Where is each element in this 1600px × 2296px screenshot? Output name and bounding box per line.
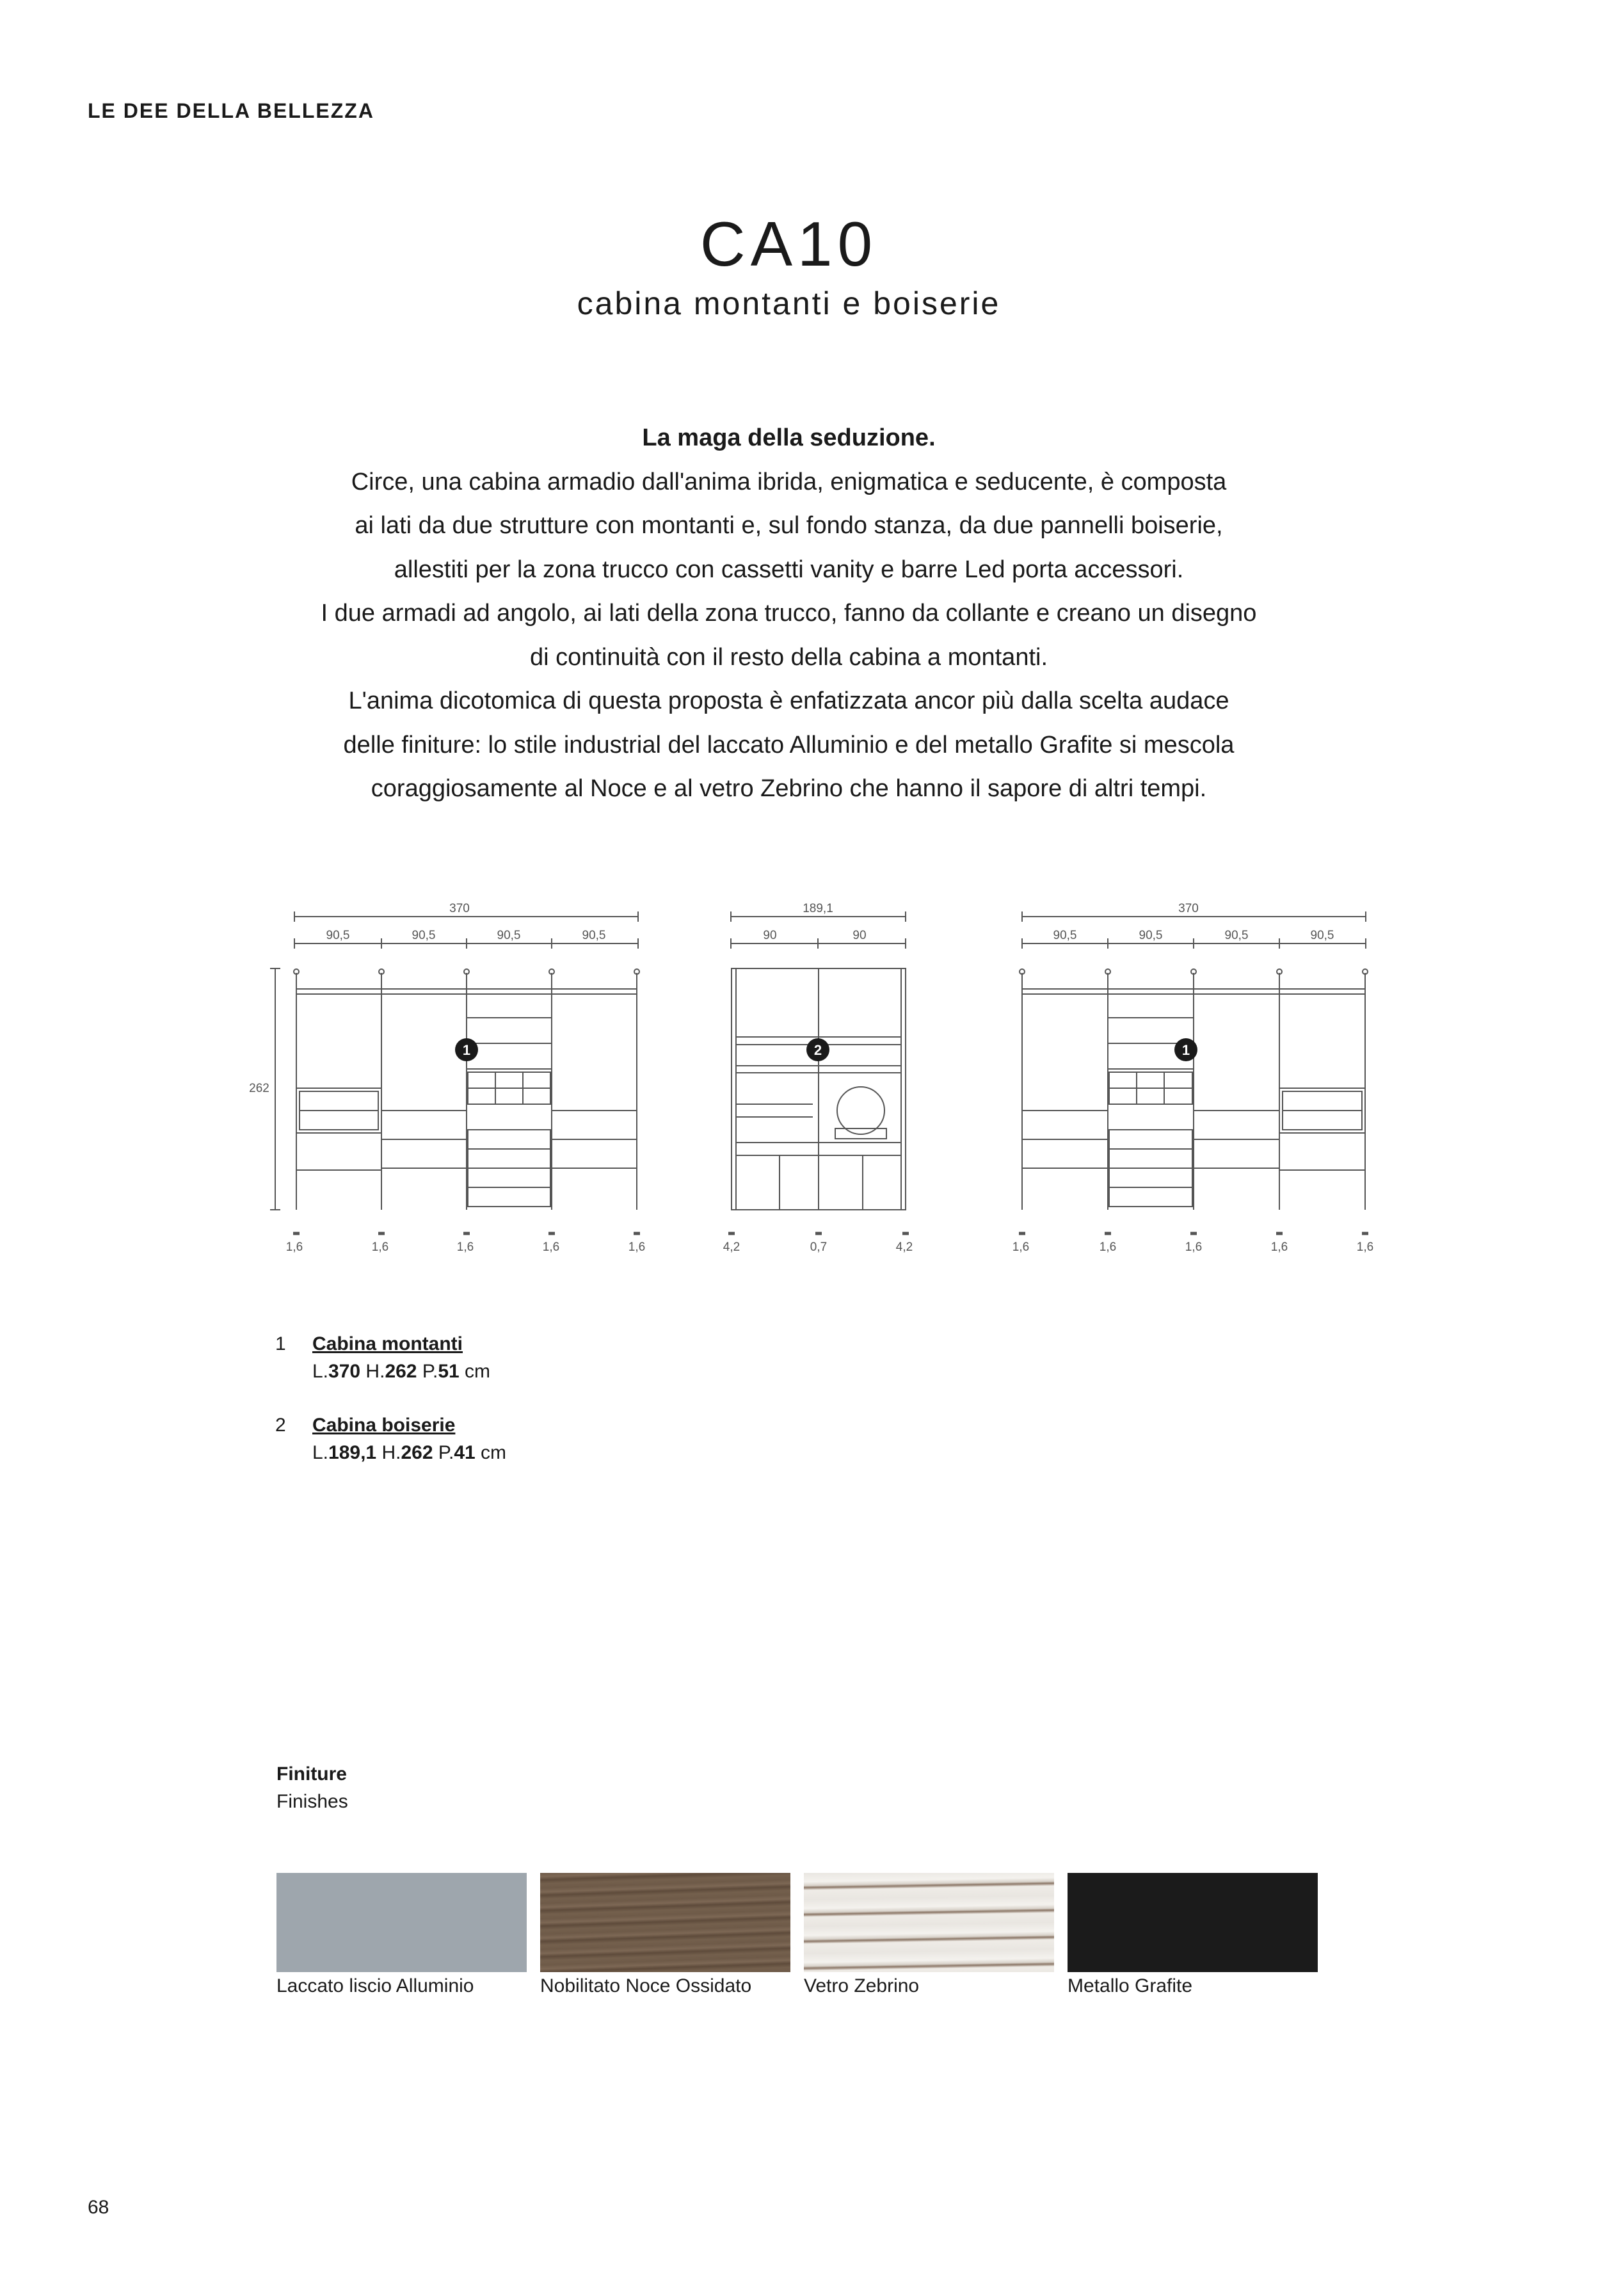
drawing-right [1019, 911, 1368, 1233]
dim-right-total: 370 [1178, 902, 1199, 915]
dim-center-gap: 4,2 [723, 1240, 740, 1254]
dim-value: 262 [401, 1442, 433, 1463]
swatch-label: Nobilitato Noce Ossidato [540, 1975, 752, 1996]
dim-right-module: 90,5 [1224, 929, 1249, 942]
dim-right-upright: 1,6 [1356, 1240, 1374, 1254]
dim-unit: cm [475, 1442, 507, 1463]
marker-left-label: 1 [462, 1042, 471, 1058]
dim-center-gap: 0,7 [810, 1240, 828, 1254]
swatch-grafite [1068, 1873, 1318, 1972]
item-name: Cabina montanti [312, 1333, 463, 1354]
swatch-zebrino [804, 1873, 1054, 1972]
item-dimensions [312, 1358, 490, 1385]
dim-right-upright: 1,6 [1270, 1240, 1288, 1254]
dim-label: L. [312, 1361, 329, 1382]
drawing-center [728, 911, 909, 1233]
swatch-label: Vetro Zebrino [804, 1975, 920, 1996]
drawing-left [270, 911, 640, 1233]
dim-center-total: 189,1 [803, 902, 833, 915]
item-number: 1 [275, 1333, 286, 1354]
dim-label: P. [417, 1361, 438, 1382]
intro-line: ai lati da due strutture con montanti e, sul fondo stanza, da due pannelli boiserie, [355, 512, 1223, 539]
dim-left-upright: 1,6 [542, 1240, 560, 1254]
dim-value: 41 [454, 1442, 476, 1463]
marker-right-label: 1 [1181, 1042, 1190, 1058]
page-number: 68 [88, 2197, 109, 2218]
dim-left-upright: 1,6 [285, 1240, 303, 1254]
dim-center-module: 90 [852, 929, 867, 942]
intro-line: delle finiture: lo stile industrial del laccato Alluminio e del metallo Grafite si mescola [343, 731, 1235, 759]
dim-left-module: 90,5 [497, 929, 521, 942]
dim-right-module: 90,5 [1139, 929, 1163, 942]
dim-left-upright: 1,6 [371, 1240, 389, 1254]
dim-label: H. [376, 1442, 401, 1463]
marker-right [1174, 1038, 1197, 1061]
intro-line: coraggiosamente al Noce e al vetro Zebrino che hanno il sapore di altri tempi. [371, 775, 1207, 802]
marker-center [806, 1038, 829, 1061]
intro-lead: La maga della seduzione. [642, 424, 936, 451]
intro-line: di continuità con il resto della cabina a montanti. [529, 643, 1048, 671]
finishes-subtitle: Finishes [276, 1791, 348, 1812]
swatch-label: Laccato liscio Alluminio [276, 1975, 474, 1996]
intro-line: L'anima dicotomica di questa proposta è enfatizzata ancor più dalla scelta audace [348, 687, 1229, 714]
dim-value: 262 [385, 1361, 417, 1382]
swatch-alluminio [276, 1873, 527, 1972]
dim-right-upright: 1,6 [1099, 1240, 1117, 1254]
item-number: 2 [275, 1415, 286, 1436]
product-code: CA10 [700, 209, 878, 279]
marker-left [455, 1038, 478, 1061]
finishes-title: Finiture [276, 1763, 347, 1785]
dim-right-module: 90,5 [1310, 929, 1334, 942]
dim-left-module: 90,5 [582, 929, 606, 942]
dim-label: H. [360, 1361, 385, 1382]
intro-line: I due armadi ad angolo, ai lati della zona trucco, fanno da collante e creano un disegno [321, 600, 1257, 627]
intro-line: Circe, una cabina armadio dall'anima ibrida, enigmatica e seducente, è composta [351, 468, 1227, 495]
dim-left-module: 90,5 [412, 929, 436, 942]
product-subtitle: cabina montanti e boiserie [577, 285, 1001, 321]
dim-label: L. [312, 1442, 329, 1463]
dim-value: 51 [438, 1361, 460, 1382]
section-label: LE DEE DELLA BELLEZZA [88, 99, 374, 122]
dim-center-gap: 4,2 [895, 1240, 913, 1254]
dim-value: 370 [328, 1361, 361, 1382]
dim-left-upright: 1,6 [456, 1240, 474, 1254]
item-name: Cabina boiserie [312, 1415, 456, 1436]
swatch-noce [540, 1873, 790, 1972]
dim-right-upright: 1,6 [1185, 1240, 1203, 1254]
dim-center-module: 90 [763, 929, 777, 942]
dim-label: P. [433, 1442, 454, 1463]
dim-left-total: 370 [449, 902, 470, 915]
intro-line: allestiti per la zona trucco con cassetti vanity e barre Led porta accessori. [394, 556, 1184, 583]
dim-right-upright: 1,6 [1012, 1240, 1030, 1254]
marker-center-label: 2 [813, 1042, 822, 1058]
dim-value: 189,1 [328, 1442, 377, 1463]
dim-left-height: 262 [249, 1082, 269, 1095]
dim-left-module: 90,5 [326, 929, 350, 942]
swatch-label: Metallo Grafite [1068, 1975, 1193, 1996]
dim-left-upright: 1,6 [628, 1240, 646, 1254]
item-dimensions [312, 1439, 506, 1466]
dim-right-module: 90,5 [1053, 929, 1077, 942]
dim-unit: cm [459, 1361, 491, 1382]
